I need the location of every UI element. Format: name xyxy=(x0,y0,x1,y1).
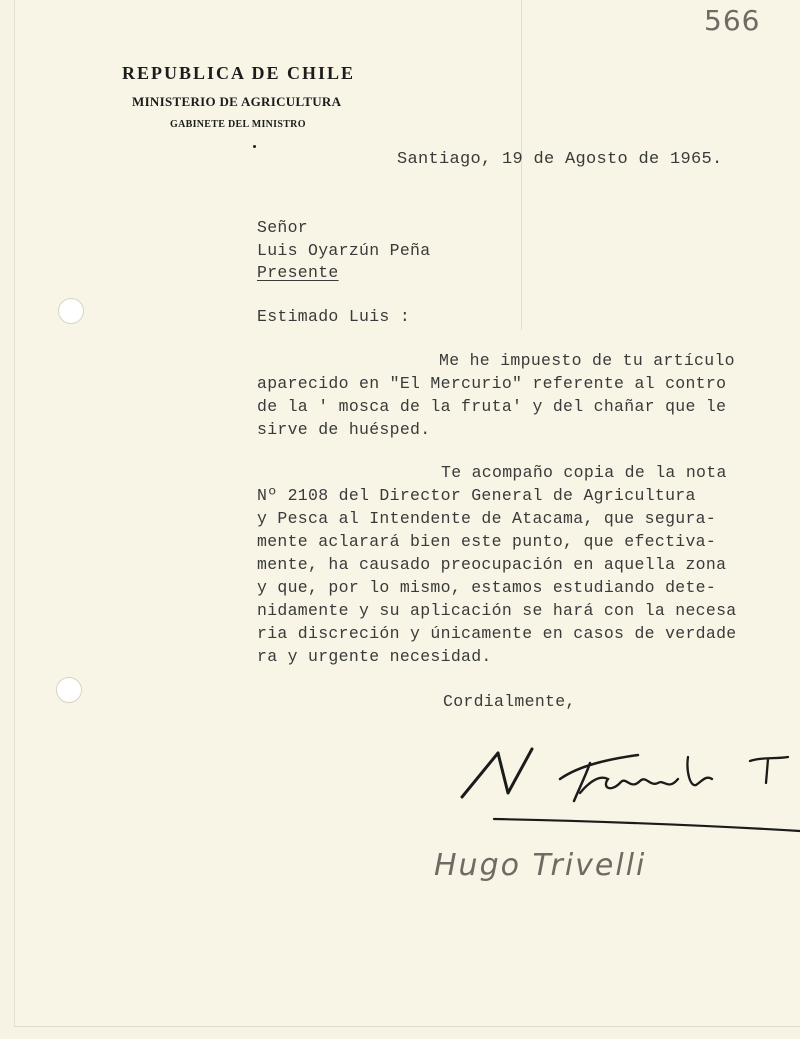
paragraph-1-line: de la ' mosca de la fruta' y del chañar que le xyxy=(257,397,727,416)
salutation: Estimado Luis : xyxy=(257,307,411,326)
signature-drawing xyxy=(450,735,800,835)
paragraph-2-line: mente, ha causado preocupación en aquella zona xyxy=(257,555,727,574)
recipient-presente: Presente xyxy=(257,263,339,282)
paragraph-2-line: Nº 2108 del Director General de Agricultura xyxy=(257,486,696,505)
handwritten-name: Hugo Trivelli xyxy=(434,848,647,883)
letterhead-ministry: MINISTERIO DE AGRICULTURA xyxy=(132,94,342,109)
closing: Cordialmente, xyxy=(443,692,576,711)
paragraph-1-line: Me he impuesto de tu artículo xyxy=(439,351,735,370)
letterhead-dot xyxy=(253,145,256,148)
paragraph-2-line: y Pesca al Intendente de Atacama, que segura- xyxy=(257,509,717,528)
paragraph-2-line: Te acompaño copia de la nota xyxy=(441,463,727,482)
paragraph-2-line: mente aclarará bien este punto, que efectiva- xyxy=(257,532,717,551)
paragraph-1-line: aparecido en "El Mercurio" referente al contro xyxy=(257,374,727,393)
archive-number: 566 xyxy=(704,4,761,37)
paragraph-2-line: ria discreción y únicamente en casos de verdade xyxy=(257,624,737,643)
letter-date: Santiago, 19 de Agosto de 1965. xyxy=(397,150,723,169)
paragraph-2-line: nidamente y su aplicación se hará con la necesa xyxy=(257,601,737,620)
punch-hole-top xyxy=(58,298,84,324)
punch-hole-bottom xyxy=(56,677,82,703)
paragraph-2-line: ra y urgente necesidad. xyxy=(257,647,492,666)
paragraph-2-line: y que, por lo mismo, estamos estudiando dete- xyxy=(257,578,717,597)
paragraph-1-line: sirve de huésped. xyxy=(257,420,431,439)
letterhead-office: GABINETE DEL MINISTRO xyxy=(170,119,306,130)
recipient-title: Señor xyxy=(257,218,309,237)
letterhead-country: REPUBLICA DE CHILE xyxy=(122,63,356,83)
recipient-name: Luis Oyarzún Peña xyxy=(257,241,431,260)
